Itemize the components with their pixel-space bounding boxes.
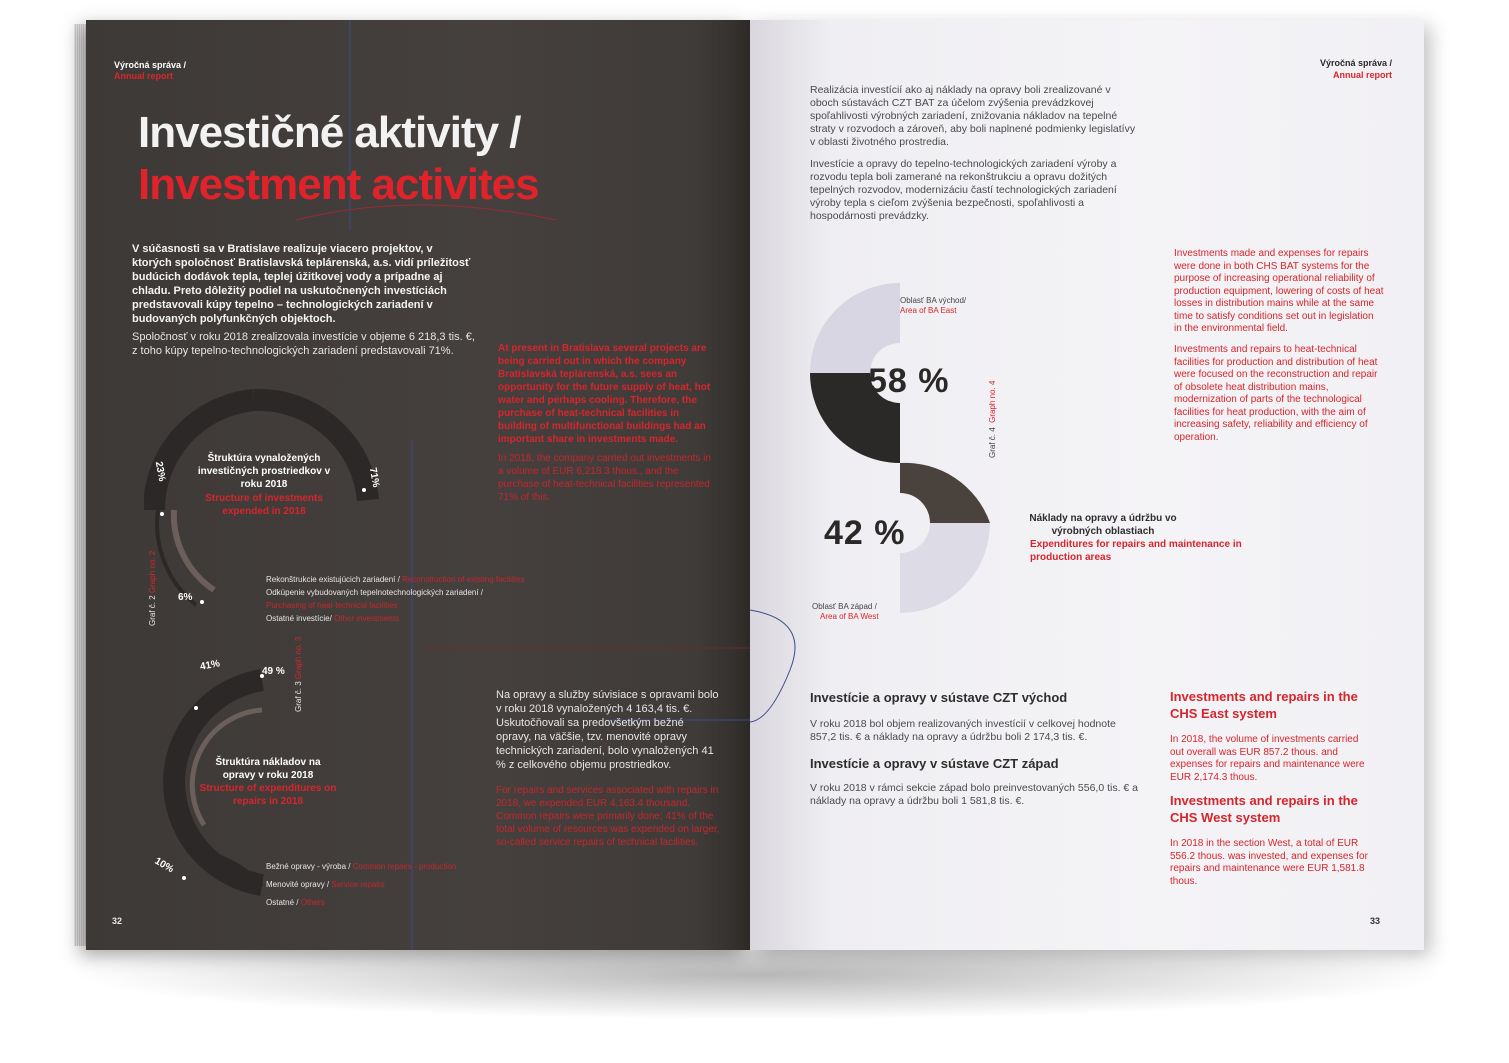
intro-paragraph-1-en: Investments made and expenses for repairs were done in both CHS BAT systems for the purpose of increasing operational reliability of production equipment, lowering of costs of heat losses in distribution mains while at the same time to satisfy conditions set out in legislation in the environmental field. (1174, 248, 1384, 334)
body-paragraph-en: In 2018, the company carried out investments in a volume of EUR 6,218.3 thous., and the purchase of heat-technical facilities represented 71% of this. (498, 453, 711, 503)
chart4-east-label-en: Area of BA East (900, 306, 957, 315)
page-title-en: Investment activites (138, 160, 539, 209)
east-heading-sk: Investície a opravy v sústave CZT východ (810, 690, 1068, 705)
west-heading-en: Investments and repairs in the CHS West system (1170, 793, 1358, 825)
chart4-graph-label: Graf č. 4 Graph no. 4 (988, 380, 997, 458)
chart1-legend-item: Rekonštrukcie existujúcich zariadení / Reconstruction of existing facilities (266, 575, 525, 584)
chart1-title-sk: Štruktúra vynaložených investičných prostriedkov v roku 2018 (197, 453, 331, 490)
chart2-pct-a: 41% (199, 658, 221, 673)
chart2-legend-item: Menovité opravy / Service repairs (266, 880, 385, 889)
chart2-legend (266, 862, 456, 907)
chart1-legend (266, 575, 524, 623)
east-body-en: In 2018, the volume of investments carried out overall was EUR 857.2 thous. and expenses for repairs and maintenance were EUR 2,174.3 thous. (1170, 734, 1365, 783)
chart1-pct-a: 71% (366, 466, 382, 489)
chart2-graph-label: Graf č. 3 Graph no. 3 (294, 636, 303, 712)
lead-paragraph: V súčasnosti sa v Bratislave realizuje viacero projektov, v ktorých spoločnosť Bratislavská teplárenská, a.s. vidí príležitosť budúcich dodávok tepla, teplej úžitkovej vody a prípadne aj chladu. Preto dôležitý podiel na uskutočnených investíciách predstavovali kúpy tepelno – technologických zariadení v budovaných polyfunkčných objektoch. (132, 243, 471, 325)
east-body-sk: V roku 2018 bol objem realizovaných investícií v celkovej hodnote 857,2 tis. € a náklady na opravy a údržbu boli 2 174,3 tis. €. (810, 718, 1116, 743)
chart2-pct-c: 10% (152, 855, 176, 876)
chart2-title-sk: Štruktúra nákladov na opravy v roku 2018 (215, 757, 321, 781)
body-paragraph: Spoločnosť v roku 2018 zrealizovala investície v objeme 6 218,3 tis. €, z toho kúpy tepelno-technologických zariadení predstavovali 71%. (132, 331, 475, 357)
chart1-legend-item: Purchasing of heat-technical facilities (266, 601, 398, 610)
chart4-pct-east: 58 % (868, 362, 950, 400)
repairs-paragraph-sk: Na opravy a služby súvisiace s opravami bolo v roku 2018 vynaložených 4 163,4 tis. €. Uskutočňovali sa predovšetkým bežné opravy, na väčšie, tzv. menovité opravy technických zariadení, bolo vynaložených 41 % z celkového objemu prostriedkov. (496, 689, 719, 771)
chart1-graph-label: Graf č. 2 Graph no. 2 (148, 550, 157, 626)
repairs-paragraph-en: For repairs and services associated with repairs in 2018, we expended EUR 4,163.4 thousand. Common repairs were primarily done; 41% of the total volume of resources was expended on larger, so-called service repairs of technical facilities. (496, 785, 720, 848)
west-body-sk: V roku 2018 v rámci sekcie západ bolo preinvestovaných 556,0 tis. € a náklady na opravy a údržbu boli 1 581,8 tis. €. (810, 782, 1139, 807)
chart4-pct-west: 42 % (824, 514, 906, 552)
chart2-legend-item: Ostatné / Others (266, 898, 325, 907)
chart2-pct-b: 49 % (262, 666, 285, 677)
chart4-segment-west (900, 403, 990, 523)
intro-paragraph-2: Investície a opravy do tepelno-technologických zariadení výroby a rozvodu tepla boli zamerané na rekonštrukciu a opravu dožitých tepelných rozvodov, modernizáciu častí technologických zariadení výroby tepla s cieľom zvýšenia bezpečnosti, spoľahlivosti a hospodárnosti prevádzky. (810, 158, 1117, 222)
chart1-arc-inner (174, 510, 214, 590)
chart4-west-label-sk: Oblasť BA západ / (812, 602, 877, 611)
right-page (750, 20, 1424, 950)
chart1-legend-item: Odkúpenie vybudovaných tepelnotechnologických zariadení / (266, 588, 484, 597)
chart4-costs-label-en: Expenditures for repairs and maintenance in production areas (1030, 539, 1242, 563)
chart4-west-label-en: Area of BA West (820, 612, 879, 621)
page-number-left: 32 (112, 916, 123, 926)
header-sk: Výročná správa / (1320, 58, 1393, 68)
chart2-legend-item: Bežné opravy - výroba / Common repairs - production (266, 862, 457, 871)
header-sk: Výročná správa / (114, 60, 187, 70)
chart2-title-en: Structure of expenditures on repairs in 2018 (199, 783, 337, 807)
page-title-sk: Investičné aktivity / (138, 108, 521, 157)
chart1-legend-item: Ostatné investície/ Other investments (266, 614, 399, 623)
west-body-en: In 2018 in the section West, a total of EUR 556.2 thous. was invested, and expenses for repairs and maintenance were EUR 1,581.8 thous. (1170, 838, 1368, 887)
east-heading-en: Investments and repairs in the CHS East system (1170, 689, 1358, 721)
chart4-segment-bottom (900, 523, 990, 613)
header-en: Annual report (1333, 70, 1393, 80)
header-en: Annual report (114, 71, 174, 81)
chart1-pct-c: 6% (178, 592, 193, 603)
intro-paragraph-2-en: Investments and repairs to heat-technical facilities for production and distribution of heat were focused on the reconstruction and repair of obsolete heat distribution mains, modernization of parts of the technological facilities for heat production, with the aim of increasing safety, reliability and efficiency of operation. (1174, 344, 1378, 443)
chart4-costs-label-sk: Náklady na opravy a údržbu vo výrobných oblastiach (1029, 513, 1177, 537)
left-page (86, 20, 750, 950)
chart1-pct-b: 23% (152, 460, 168, 483)
chart4-east-label-sk: Oblasť BA východ/ (900, 296, 967, 305)
lead-paragraph-en: At present in Bratislava several projects are being carried out in which the company Bratislavská teplárenská, a.s. sees an opportunity for the future supply of heat, hot water and perhaps cooling. Therefore, the purchase of heat-technical facilities in building of multifunctional buildings had an important share in investments made. (498, 343, 711, 445)
chart1-title-en: Structure of investments expended in 2018 (205, 493, 323, 517)
page-number-right: 33 (1370, 916, 1381, 926)
chart4-segment-top (810, 283, 900, 373)
intro-paragraph-1: Realizácia investícií ako aj náklady na opravy boli zrealizované v oboch sústavách CZT BAT za účelom zvýšenia prevádzkovej spoľahlivosti výrobných zariadení, znižovania nákladov na tepelné straty v rozvodoch a zároveň, aby boli naplnené podmienky legislatívy v oblasti životného prostredia. (810, 84, 1136, 148)
chart-repairs-by-area (780, 278, 1010, 648)
west-heading-sk: Investície a opravy v sústave CZT západ (810, 756, 1059, 771)
